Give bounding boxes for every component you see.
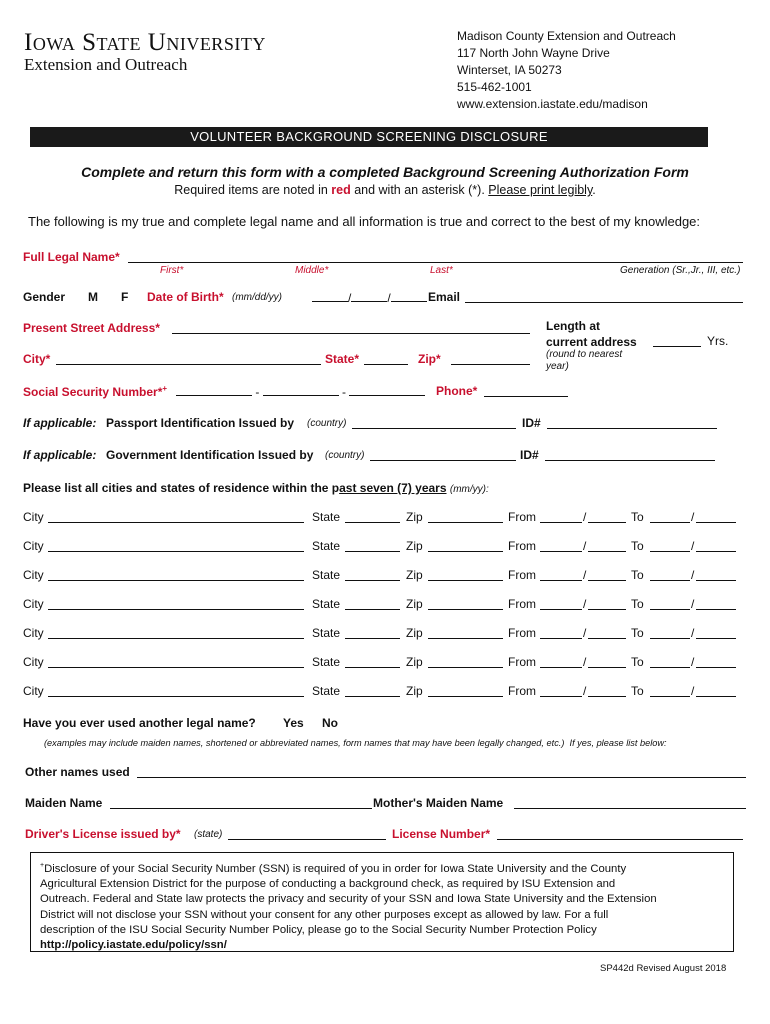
residence-zip-field[interactable]: [428, 684, 503, 697]
residence-from-label: From: [508, 539, 536, 553]
required-note-text: Required items are noted in: [174, 183, 332, 197]
residence-from-slash: /: [583, 597, 587, 611]
office-phone: 515-462-1001: [457, 80, 532, 94]
disclosure-line-4: District will not disclose your SSN without your consent for any other purposes except as allowed by law. For a full: [40, 908, 609, 921]
residence-to-label: To: [631, 510, 644, 524]
gov-id-applicable: If applicable:: [23, 448, 97, 462]
other-name-if-yes: If yes, please list below:: [569, 738, 667, 748]
ssn-label: [23, 384, 167, 399]
other-name-question: Have you ever used another legal name?: [23, 716, 256, 730]
required-red-word: red: [331, 183, 351, 197]
residence-city-field[interactable]: [48, 568, 304, 581]
residence-zip-label: Zip: [406, 626, 423, 640]
email-field[interactable]: [465, 290, 743, 303]
residence-from-label: From: [508, 626, 536, 640]
attestation-text: The following is my true and complete legal name and all information is true and correct to the best of my knowledge:: [28, 214, 701, 229]
residence-to-month-field[interactable]: [650, 684, 690, 697]
residence-state-label: State: [312, 568, 341, 582]
last-name-caption: Last*: [430, 265, 453, 276]
residence-to-label: To: [631, 597, 644, 611]
logo-university-name: Iowa State University: [24, 29, 266, 56]
ssn-footnote-mark: +: [162, 384, 168, 393]
first-name-caption: First*: [160, 265, 184, 276]
required-note-text-2: and with an asterisk (*).: [350, 183, 489, 197]
maiden-name-label: Maiden Name: [25, 796, 103, 810]
residence-city-field[interactable]: [48, 539, 304, 552]
passport-label: Passport Identification Issued by: [106, 416, 295, 430]
residence-from-month-field[interactable]: [540, 597, 582, 610]
residence-from-slash: /: [583, 626, 587, 640]
residence-from-slash: /: [583, 539, 587, 553]
main-instruction: Complete and return this form with a completed Background Screening Authorization Form: [81, 164, 689, 180]
residence-state-label: State: [312, 510, 341, 524]
residence-zip-label: Zip: [406, 510, 423, 524]
residence-city-label: City: [23, 597, 44, 611]
residence-prompt: [23, 481, 489, 495]
title-bar: [30, 127, 708, 147]
form-title: VOLUNTEER BACKGROUND SCREENING DISCLOSURE: [190, 129, 548, 144]
print-legibly-note: Please print legibly: [488, 183, 593, 197]
residence-state-label: State: [312, 597, 341, 611]
residence-from-year-field[interactable]: [588, 539, 626, 552]
ssn-label-text: Social Security Number*: [23, 385, 163, 399]
residence-state-label: State: [312, 684, 341, 698]
phone-label: Phone*: [436, 384, 478, 398]
zip-label: Zip*: [418, 352, 441, 366]
residence-city-label: City: [23, 539, 44, 553]
residence-to-year-field[interactable]: [696, 539, 736, 552]
license-number-label: License Number*: [392, 827, 491, 841]
residence-from-month-field[interactable]: [540, 684, 582, 697]
residence-to-year-field[interactable]: [696, 626, 736, 639]
residence-from-year-field[interactable]: [588, 655, 626, 668]
passport-id-label: ID#: [522, 416, 541, 430]
passport-country-hint: (country): [307, 418, 347, 429]
residence-from-slash: /: [583, 568, 587, 582]
residence-to-year-field[interactable]: [696, 597, 736, 610]
gender-option-f[interactable]: F: [121, 290, 129, 304]
generation-caption: Generation (Sr.,Jr., III, etc.): [620, 265, 741, 276]
residence-to-year-field[interactable]: [696, 510, 736, 523]
other-names-field[interactable]: [137, 765, 746, 778]
state-label: State*: [325, 352, 360, 366]
disclosure-footnote-mark: +: [40, 862, 45, 869]
residence-state-field[interactable]: [345, 684, 400, 697]
residence-to-slash: /: [691, 626, 695, 640]
gender-label: Gender: [23, 290, 66, 304]
other-name-examples-text: (examples may include maiden names, shortened or abbreviated names, form names that may have been legally changed, etc.): [44, 738, 565, 748]
residence-from-slash: /: [583, 510, 587, 524]
gov-id-label: Government Identification Issued by: [106, 448, 314, 462]
passport-applicable: If applicable:: [23, 416, 97, 430]
phone-field[interactable]: [484, 384, 568, 397]
residence-to-month-field[interactable]: [650, 568, 690, 581]
length-at-address-label: [546, 318, 637, 350]
street-address-label: Present Street Address*: [23, 321, 160, 335]
residence-to-year-field[interactable]: [696, 568, 736, 581]
office-city: Winterset, IA 50273: [457, 63, 562, 77]
office-name: Madison County Extension and Outreach: [457, 29, 676, 43]
residence-city-field[interactable]: [48, 684, 304, 697]
residence-from-month-field[interactable]: [540, 510, 582, 523]
residence-from-month-field[interactable]: [540, 655, 582, 668]
passport-id-field[interactable]: [547, 416, 717, 429]
drivers-license-issued-label: Driver's License issued by*: [25, 827, 181, 841]
office-website: www.extension.iastate.edu/madison: [457, 97, 648, 111]
zip-field[interactable]: [451, 352, 530, 365]
residence-from-year-field[interactable]: [588, 597, 626, 610]
residence-zip-field[interactable]: [428, 539, 503, 552]
residence-to-label: To: [631, 655, 644, 669]
residence-to-label: To: [631, 539, 644, 553]
residence-to-slash: /: [691, 510, 695, 524]
residence-to-label: To: [631, 684, 644, 698]
round-note-line1: (round to nearest: [546, 349, 623, 360]
round-note: [546, 349, 622, 373]
gender-option-m[interactable]: M: [88, 290, 98, 304]
residence-to-month-field[interactable]: [650, 510, 690, 523]
residence-from-label: From: [508, 568, 536, 582]
residence-from-slash: /: [583, 655, 587, 669]
logo-extension-name: Extension and Outreach: [24, 55, 188, 74]
residence-to-month-field[interactable]: [650, 597, 690, 610]
office-street: 117 North John Wayne Drive: [457, 46, 610, 60]
residence-zip-field[interactable]: [428, 597, 503, 610]
license-number-field[interactable]: [497, 827, 743, 840]
residence-from-label: From: [508, 655, 536, 669]
maiden-name-field[interactable]: [110, 796, 372, 809]
residence-city-label: City: [23, 510, 44, 524]
license-state-field[interactable]: [228, 827, 386, 840]
residence-prompt-text: Please list all cities and states of residence within the p: [23, 481, 340, 495]
dob-format: (mm/dd/yy): [232, 292, 282, 303]
residence-from-month-field[interactable]: [540, 539, 582, 552]
years-label: Yrs.: [707, 334, 729, 348]
isu-logo: [24, 30, 266, 74]
residence-from-label: From: [508, 510, 536, 524]
residence-state-field[interactable]: [345, 597, 400, 610]
residence-zip-field[interactable]: [428, 626, 503, 639]
residence-to-slash: /: [691, 597, 695, 611]
full-legal-name-label: Full Legal Name*: [23, 250, 120, 264]
residence-zip-label: Zip: [406, 568, 423, 582]
city-field[interactable]: [56, 352, 321, 365]
gov-id-id-field[interactable]: [545, 448, 715, 461]
disclosure-line-5: description of the ISU Social Security Number Policy, please go to the Social Security Number Protection Policy: [40, 923, 597, 936]
residence-from-label: From: [508, 597, 536, 611]
city-label: City*: [23, 352, 51, 366]
residence-from-slash: /: [583, 684, 587, 698]
other-name-examples: [44, 738, 667, 748]
residence-to-year-field[interactable]: [696, 655, 736, 668]
residence-date-format: (mm/yy):: [449, 484, 489, 495]
form-revision: SP442d Revised August 2018: [600, 963, 727, 974]
disclosure-line-2: Agricultural Extension District for the purpose of conducting a background check, as required by ISU Extension and: [40, 878, 616, 891]
gov-id-id-label: ID#: [520, 448, 539, 462]
required-note-end: .: [592, 183, 596, 197]
length-years-field[interactable]: [653, 334, 701, 347]
residence-state-field[interactable]: [345, 626, 400, 639]
residence-zip-field[interactable]: [428, 510, 503, 523]
dob-label: Date of Birth*: [147, 290, 224, 304]
residence-city-field[interactable]: [48, 510, 304, 523]
license-state-hint: (state): [194, 829, 223, 840]
residence-city-field[interactable]: [48, 655, 304, 668]
residence-city-field[interactable]: [48, 626, 304, 639]
ssn-policy-link[interactable]: http://policy.iastate.edu/policy/ssn/: [40, 939, 227, 952]
residence-to-month-field[interactable]: [650, 655, 690, 668]
disclosure-line-1: [40, 858, 733, 877]
residence-to-month-field[interactable]: [650, 626, 690, 639]
email-label: Email: [428, 290, 461, 304]
other-name-yes[interactable]: Yes: [283, 716, 304, 730]
residence-zip-label: Zip: [406, 539, 423, 553]
length-label-line1: Length at: [546, 319, 600, 333]
gov-id-country-hint: (country): [325, 450, 365, 461]
residence-city-label: City: [23, 568, 44, 582]
residence-from-month-field[interactable]: [540, 568, 582, 581]
residence-state-field[interactable]: [345, 510, 400, 523]
residence-to-slash: /: [691, 539, 695, 553]
full-legal-name-field[interactable]: [128, 250, 743, 263]
residence-from-year-field[interactable]: [588, 510, 626, 523]
gov-id-country-field[interactable]: [370, 448, 516, 461]
disclosure-line-3: Outreach. Federal and State law protects the privacy and security of your SSN and Iowa State University and the Extension: [40, 893, 657, 906]
residence-city-label: City: [23, 655, 44, 669]
street-address-field[interactable]: [172, 321, 530, 334]
residence-from-year-field[interactable]: [588, 684, 626, 697]
dob-field[interactable]: / /: [312, 289, 427, 305]
residence-zip-field[interactable]: [428, 655, 503, 668]
required-note: [0, 183, 770, 197]
residence-state-field[interactable]: [345, 539, 400, 552]
length-label-line2: current address: [546, 335, 637, 349]
state-field[interactable]: [364, 352, 408, 365]
residence-to-label: To: [631, 568, 644, 582]
residence-from-month-field[interactable]: [540, 626, 582, 639]
residence-from-label: From: [508, 684, 536, 698]
mothers-maiden-name-field[interactable]: [514, 796, 746, 809]
office-address-block: [457, 28, 676, 113]
residence-zip-field[interactable]: [428, 568, 503, 581]
residence-to-label: To: [631, 626, 644, 640]
residence-prompt-underlined: ast seven (7) years: [339, 481, 447, 495]
residence-zip-label: Zip: [406, 655, 423, 669]
other-names-label: Other names used: [25, 765, 130, 779]
residence-city-field[interactable]: [48, 597, 304, 610]
passport-country-field[interactable]: [352, 416, 516, 429]
round-note-line2: year): [546, 361, 569, 372]
residence-from-year-field[interactable]: [588, 626, 626, 639]
residence-to-month-field[interactable]: [650, 539, 690, 552]
residence-zip-label: Zip: [406, 684, 423, 698]
ssn-disclosure-box: [30, 852, 734, 952]
residence-state-field[interactable]: [345, 568, 400, 581]
residence-state-label: State: [312, 539, 341, 553]
residence-to-slash: /: [691, 568, 695, 582]
residence-state-label: State: [312, 626, 341, 640]
middle-name-caption: Middle*: [295, 265, 329, 276]
residence-city-label: City: [23, 684, 44, 698]
ssn-field[interactable]: - -: [176, 383, 425, 399]
mothers-maiden-name-label: Mother's Maiden Name: [373, 796, 504, 810]
residence-from-year-field[interactable]: [588, 568, 626, 581]
disclosure-text-1: Disclosure of your Social Security Number (SSN) is required of you in order for Iowa State University and the County: [44, 862, 627, 875]
residence-to-slash: /: [691, 655, 695, 669]
residence-to-year-field[interactable]: [696, 684, 736, 697]
residence-zip-label: Zip: [406, 597, 423, 611]
residence-to-slash: /: [691, 684, 695, 698]
residence-city-label: City: [23, 626, 44, 640]
other-name-no[interactable]: No: [322, 716, 338, 730]
residence-state-label: State: [312, 655, 341, 669]
residence-state-field[interactable]: [345, 655, 400, 668]
